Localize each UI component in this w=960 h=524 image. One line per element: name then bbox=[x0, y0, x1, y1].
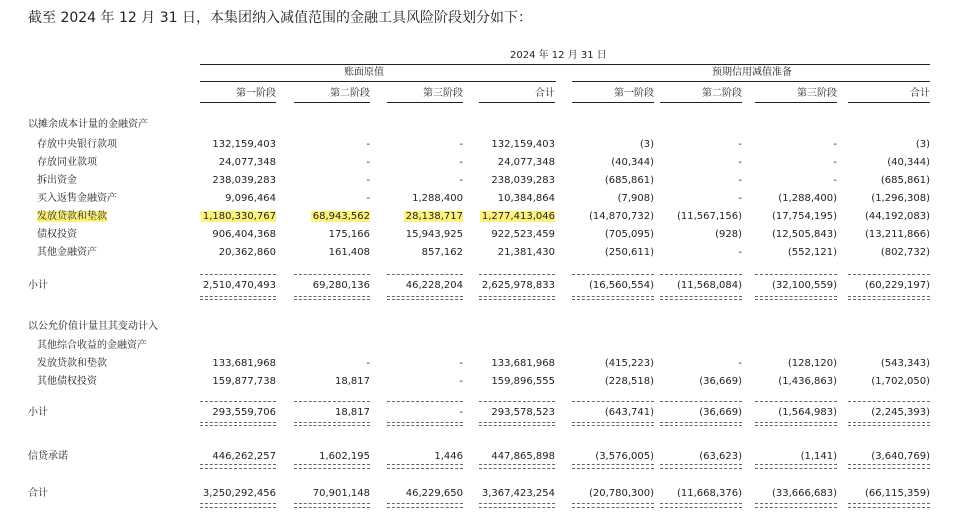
col-header-rule bbox=[572, 102, 654, 103]
total-rule bbox=[479, 425, 555, 426]
total-rule bbox=[294, 507, 370, 508]
table-cell: - bbox=[366, 157, 370, 168]
table-cell: - bbox=[459, 157, 463, 168]
table-cell: 922,523,459 bbox=[491, 229, 555, 240]
total-rule bbox=[755, 464, 837, 465]
total-rule bbox=[479, 296, 555, 297]
table-cell: (12,505,843) bbox=[771, 229, 837, 240]
total-rule bbox=[479, 299, 555, 300]
total-rule bbox=[660, 422, 742, 423]
col-header-ecl-stage1: 第一阶段 bbox=[614, 88, 654, 99]
total-rule bbox=[387, 464, 463, 465]
total-rule bbox=[200, 507, 276, 508]
table-cell: 1,446 bbox=[434, 451, 463, 462]
table-cell: 1,288,400 bbox=[412, 193, 463, 204]
col-header-ba-stage2: 第二阶段 bbox=[330, 88, 370, 99]
table-cell: - bbox=[738, 358, 742, 369]
total-rule bbox=[294, 425, 370, 426]
table-cell: - bbox=[459, 358, 463, 369]
ecl-group-rule bbox=[572, 81, 930, 82]
table-cell: (36,669) bbox=[699, 407, 742, 418]
table-cell: - bbox=[366, 193, 370, 204]
col-header-ba-stage1: 第一阶段 bbox=[236, 88, 276, 99]
table-cell: 70,901,148 bbox=[312, 488, 370, 499]
row-label: 小计 bbox=[28, 280, 48, 291]
table-cell: - bbox=[833, 175, 837, 186]
total-rule bbox=[848, 507, 930, 508]
total-rule bbox=[200, 296, 276, 297]
total-rule bbox=[572, 274, 654, 275]
table-cell: 293,578,523 bbox=[491, 407, 555, 418]
total-rule bbox=[572, 503, 654, 504]
table-cell: 132,159,403 bbox=[212, 139, 276, 150]
table-cell: 1,602,195 bbox=[319, 451, 370, 462]
total-rule bbox=[479, 464, 555, 465]
table-cell: 132,159,403 bbox=[491, 139, 555, 150]
table-cell: (44,192,083) bbox=[864, 211, 930, 222]
table-cell-wrap bbox=[387, 211, 463, 223]
table-cell: - bbox=[459, 139, 463, 150]
highlighted-cell: 68,943,562 bbox=[312, 211, 370, 222]
table-cell: 46,228,204 bbox=[405, 280, 463, 291]
total-rule bbox=[200, 503, 276, 504]
total-rule bbox=[660, 507, 742, 508]
table-cell: (643,741) bbox=[604, 407, 654, 418]
total-rule bbox=[387, 401, 463, 402]
total-rule bbox=[755, 468, 837, 469]
total-rule bbox=[294, 464, 370, 465]
table-cell: (3) bbox=[915, 139, 930, 150]
table-cell: (16,560,554) bbox=[588, 280, 654, 291]
table-cell: (1,564,983) bbox=[778, 407, 837, 418]
table-cell: 159,896,555 bbox=[491, 376, 555, 387]
highlighted-cell: 28,138,717 bbox=[405, 211, 463, 222]
total-rule bbox=[200, 464, 276, 465]
table-cell: 906,404,368 bbox=[212, 229, 276, 240]
total-rule bbox=[479, 503, 555, 504]
table-cell: (928) bbox=[715, 229, 742, 240]
intro-text: 截至 2024 年 12 月 31 日，本集团纳入减值范围的金融工具风险阶段划分如下： bbox=[28, 10, 532, 26]
total-rule bbox=[572, 425, 654, 426]
total-rule bbox=[848, 296, 930, 297]
total-rule bbox=[479, 401, 555, 402]
table-cell: (1,702,050) bbox=[871, 376, 930, 387]
table-cell: 3,367,423,254 bbox=[481, 488, 555, 499]
table-cell: 133,681,968 bbox=[491, 358, 555, 369]
book-value-group-header: 账面原值 bbox=[344, 67, 384, 78]
table-cell: (705,095) bbox=[604, 229, 654, 240]
total-rule bbox=[572, 296, 654, 297]
table-cell: - bbox=[366, 139, 370, 150]
table-cell: - bbox=[833, 139, 837, 150]
total-rule bbox=[660, 425, 742, 426]
table-cell: 2,510,470,493 bbox=[202, 280, 276, 291]
table-cell: (802,732) bbox=[880, 247, 930, 258]
total-rule bbox=[848, 299, 930, 300]
table-cell: 446,262,257 bbox=[212, 451, 276, 462]
total-rule bbox=[387, 503, 463, 504]
total-rule bbox=[387, 468, 463, 469]
total-rule bbox=[848, 401, 930, 402]
total-rule bbox=[294, 468, 370, 469]
table-cell: (32,100,559) bbox=[771, 280, 837, 291]
table-cell: (7,908) bbox=[617, 193, 654, 204]
table-cell: (40,344) bbox=[887, 157, 930, 168]
col-header-ecl-stage2: 第二阶段 bbox=[702, 88, 742, 99]
total-rule bbox=[200, 425, 276, 426]
table-cell: 238,039,283 bbox=[212, 175, 276, 186]
table-cell: - bbox=[366, 175, 370, 186]
total-rule bbox=[572, 422, 654, 423]
total-rule bbox=[848, 425, 930, 426]
table-cell-wrap bbox=[294, 211, 370, 223]
table-cell: (1,141) bbox=[800, 451, 837, 462]
table-cell: 2,625,978,833 bbox=[481, 280, 555, 291]
row-label: 拆出资金 bbox=[37, 175, 77, 186]
table-cell: - bbox=[738, 157, 742, 168]
total-rule bbox=[294, 299, 370, 300]
total-rule bbox=[572, 507, 654, 508]
total-rule bbox=[755, 503, 837, 504]
table-cell: - bbox=[738, 193, 742, 204]
table-cell: 159,877,738 bbox=[212, 376, 276, 387]
total-rule bbox=[755, 507, 837, 508]
total-rule bbox=[200, 274, 276, 275]
table-cell: (1,296,308) bbox=[871, 193, 930, 204]
total-rule bbox=[572, 468, 654, 469]
table-cell: (250,611) bbox=[604, 247, 654, 258]
table-cell: - bbox=[738, 175, 742, 186]
table-cell: (66,115,359) bbox=[864, 488, 930, 499]
total-rule bbox=[660, 401, 742, 402]
total-rule bbox=[572, 299, 654, 300]
row-label: 其他债权投资 bbox=[37, 376, 97, 387]
row-label bbox=[37, 211, 107, 223]
table-cell: (33,666,683) bbox=[771, 488, 837, 499]
col-header-ba-stage3: 第三阶段 bbox=[423, 88, 463, 99]
total-rule bbox=[848, 422, 930, 423]
table-cell: 15,943,925 bbox=[405, 229, 463, 240]
table-cell: (128,120) bbox=[787, 358, 837, 369]
total-rule bbox=[387, 422, 463, 423]
table-cell: 3,250,292,456 bbox=[202, 488, 276, 499]
table-cell: (14,870,732) bbox=[588, 211, 654, 222]
total-rule bbox=[755, 422, 837, 423]
total-rule bbox=[387, 296, 463, 297]
row-label: 合计 bbox=[28, 488, 48, 499]
row-label: 债权投资 bbox=[37, 229, 77, 240]
total-rule bbox=[479, 274, 555, 275]
table-cell: (543,343) bbox=[880, 358, 930, 369]
section-fvoci-line1: 以公允价值计量且其变动计入 bbox=[28, 321, 158, 332]
total-rule bbox=[200, 299, 276, 300]
date-header-rule bbox=[200, 64, 930, 65]
total-rule bbox=[387, 274, 463, 275]
table-cell: 857,162 bbox=[421, 247, 463, 258]
row-label: 存放同业款项 bbox=[37, 157, 97, 168]
total-rule bbox=[660, 296, 742, 297]
row-label: 小计 bbox=[28, 407, 48, 418]
table-cell: 293,559,706 bbox=[212, 407, 276, 418]
total-rule bbox=[660, 503, 742, 504]
table-cell: (685,861) bbox=[880, 175, 930, 186]
total-rule bbox=[479, 507, 555, 508]
table-cell: (2,245,393) bbox=[871, 407, 930, 418]
total-rule bbox=[294, 503, 370, 504]
total-rule bbox=[660, 464, 742, 465]
table-cell: 133,681,968 bbox=[212, 358, 276, 369]
col-header-rule bbox=[294, 102, 370, 103]
total-rule bbox=[294, 401, 370, 402]
col-header-rule bbox=[479, 102, 555, 103]
table-cell: 10,384,864 bbox=[497, 193, 555, 204]
table-cell: 161,408 bbox=[328, 247, 370, 258]
table-cell: (17,754,195) bbox=[771, 211, 837, 222]
row-label: 信贷承诺 bbox=[28, 451, 68, 462]
total-rule bbox=[755, 296, 837, 297]
table-cell: (3) bbox=[639, 139, 654, 150]
table-cell: - bbox=[459, 407, 463, 418]
total-rule bbox=[848, 274, 930, 275]
total-rule bbox=[387, 425, 463, 426]
table-cell: (40,344) bbox=[611, 157, 654, 168]
table-cell: 46,229,650 bbox=[405, 488, 463, 499]
table-cell: (11,568,084) bbox=[676, 280, 742, 291]
table-cell: 238,039,283 bbox=[491, 175, 555, 186]
highlighted-label: 发放贷款和垫款 bbox=[37, 211, 107, 222]
table-cell: (1,288,400) bbox=[778, 193, 837, 204]
table-cell: - bbox=[459, 376, 463, 387]
table-cell: (20,780,300) bbox=[588, 488, 654, 499]
total-rule bbox=[848, 503, 930, 504]
table-cell: (3,576,005) bbox=[595, 451, 654, 462]
table-cell-wrap bbox=[479, 211, 555, 223]
total-rule bbox=[294, 296, 370, 297]
table-cell-wrap bbox=[200, 211, 276, 223]
table-cell: 18,817 bbox=[335, 407, 370, 418]
col-header-ecl-total: 合计 bbox=[910, 88, 930, 99]
table-cell: (36,669) bbox=[699, 376, 742, 387]
table-cell: - bbox=[366, 358, 370, 369]
table-cell: (228,518) bbox=[604, 376, 654, 387]
total-rule bbox=[660, 468, 742, 469]
row-label: 存放中央银行款项 bbox=[37, 139, 117, 150]
total-rule bbox=[755, 299, 837, 300]
table-cell: 24,077,348 bbox=[218, 157, 276, 168]
table-cell: (63,623) bbox=[699, 451, 742, 462]
total-rule bbox=[848, 468, 930, 469]
col-header-rule bbox=[848, 102, 930, 103]
total-rule bbox=[755, 401, 837, 402]
row-label: 买入返售金融资产 bbox=[37, 193, 117, 204]
table-cell: 9,096,464 bbox=[225, 193, 276, 204]
total-rule bbox=[200, 468, 276, 469]
date-header: 2024 年 12 月 31 日 bbox=[510, 50, 607, 61]
total-rule bbox=[200, 401, 276, 402]
total-rule bbox=[660, 274, 742, 275]
table-cell: - bbox=[738, 139, 742, 150]
total-rule bbox=[294, 274, 370, 275]
total-rule bbox=[387, 299, 463, 300]
table-cell: (60,229,197) bbox=[864, 280, 930, 291]
total-rule bbox=[755, 274, 837, 275]
table-cell: 20,362,860 bbox=[218, 247, 276, 258]
table-cell: (3,640,769) bbox=[871, 451, 930, 462]
col-header-rule bbox=[387, 102, 463, 103]
table-cell: 18,817 bbox=[335, 376, 370, 387]
total-rule bbox=[660, 299, 742, 300]
ecl-group-header: 预期信用减值准备 bbox=[712, 67, 792, 78]
table-cell: 21,381,430 bbox=[497, 247, 555, 258]
table-cell: 175,166 bbox=[328, 229, 370, 240]
table-cell: (552,121) bbox=[787, 247, 837, 258]
col-header-ba-total: 合计 bbox=[535, 88, 555, 99]
col-header-ecl-stage3: 第三阶段 bbox=[797, 88, 837, 99]
table-cell: (685,861) bbox=[604, 175, 654, 186]
table-cell: - bbox=[833, 157, 837, 168]
total-rule bbox=[755, 425, 837, 426]
table-cell: (11,567,156) bbox=[676, 211, 742, 222]
table-cell: (11,668,376) bbox=[676, 488, 742, 499]
total-rule bbox=[200, 422, 276, 423]
table-cell: (13,211,866) bbox=[864, 229, 930, 240]
total-rule bbox=[572, 464, 654, 465]
total-rule bbox=[572, 401, 654, 402]
row-label: 其他金融资产 bbox=[37, 247, 97, 258]
total-rule bbox=[479, 468, 555, 469]
total-rule bbox=[294, 422, 370, 423]
total-rule bbox=[848, 464, 930, 465]
total-rule bbox=[387, 507, 463, 508]
table-cell: 69,280,136 bbox=[312, 280, 370, 291]
table-cell: 447,865,898 bbox=[491, 451, 555, 462]
col-header-rule bbox=[660, 102, 742, 103]
book-value-group-rule bbox=[200, 81, 556, 82]
table-cell: 24,077,348 bbox=[497, 157, 555, 168]
highlighted-cell: 1,277,413,046 bbox=[481, 211, 555, 222]
highlighted-cell: 1,180,330,767 bbox=[202, 211, 276, 222]
row-label: 发放贷款和垫款 bbox=[37, 358, 107, 369]
col-header-rule bbox=[200, 102, 276, 103]
total-rule bbox=[479, 422, 555, 423]
table-cell: - bbox=[459, 175, 463, 186]
table-cell: - bbox=[738, 247, 742, 258]
col-header-rule bbox=[755, 102, 837, 103]
section-fvoci-line2: 其他综合收益的金融资产 bbox=[37, 340, 147, 351]
table-cell: (1,436,863) bbox=[778, 376, 837, 387]
table-cell: (415,223) bbox=[604, 358, 654, 369]
section-amortized-cost: 以摊余成本计量的金融资产 bbox=[28, 119, 148, 130]
